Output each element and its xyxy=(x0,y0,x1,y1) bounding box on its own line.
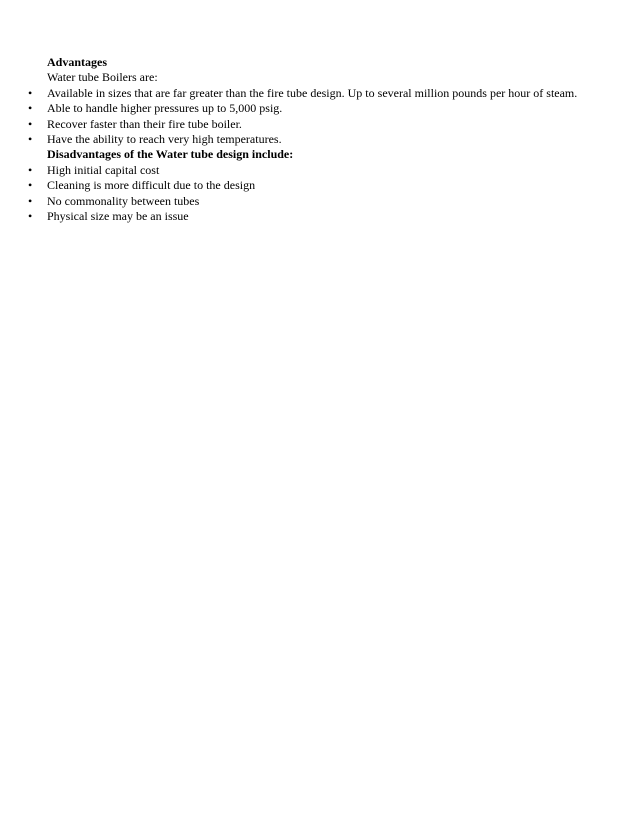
disadvantage-text: Cleaning is more difficult due to the design xyxy=(47,178,256,193)
advantage-item xyxy=(28,132,598,147)
advantage-text: Available in sizes that are far greater than the fire tube design. Up to several million pounds per hour of steam. xyxy=(47,85,578,100)
advantage-item xyxy=(28,116,598,132)
bullet-icon: • xyxy=(28,178,33,193)
bullet-icon: • xyxy=(28,162,33,177)
advantage-text: Have the ability to reach very high temperatures. xyxy=(47,132,282,147)
advantages-heading: Advantages xyxy=(47,55,108,69)
bullet-icon: • xyxy=(28,132,33,147)
disadvantage-item xyxy=(28,209,598,224)
advantage-item xyxy=(28,101,598,116)
disadvantage-text: High initial capital cost xyxy=(47,162,160,177)
bullet-icon: • xyxy=(28,101,33,116)
advantage-item xyxy=(28,85,598,101)
bullet-icon: • xyxy=(28,193,33,208)
intro-text: Water tube Boilers are: xyxy=(47,70,158,85)
disadvantage-text: No commonality between tubes xyxy=(47,193,200,208)
bullet-icon: • xyxy=(28,116,33,131)
bullet-icon: • xyxy=(28,85,33,100)
advantage-text: Recover faster than their fire tube boiler. xyxy=(47,116,242,131)
advantage-text: Able to handle higher pressures up to 5,000 psig. xyxy=(47,101,283,116)
bullet-icon: • xyxy=(28,209,33,224)
disadvantages-heading: Disadvantages of the Water tube design include: xyxy=(47,147,294,162)
disadvantage-item xyxy=(28,162,598,178)
document-content xyxy=(28,55,598,224)
disadvantage-item xyxy=(28,178,598,193)
disadvantage-text: Physical size may be an issue xyxy=(47,209,189,224)
disadvantage-item xyxy=(28,193,598,209)
